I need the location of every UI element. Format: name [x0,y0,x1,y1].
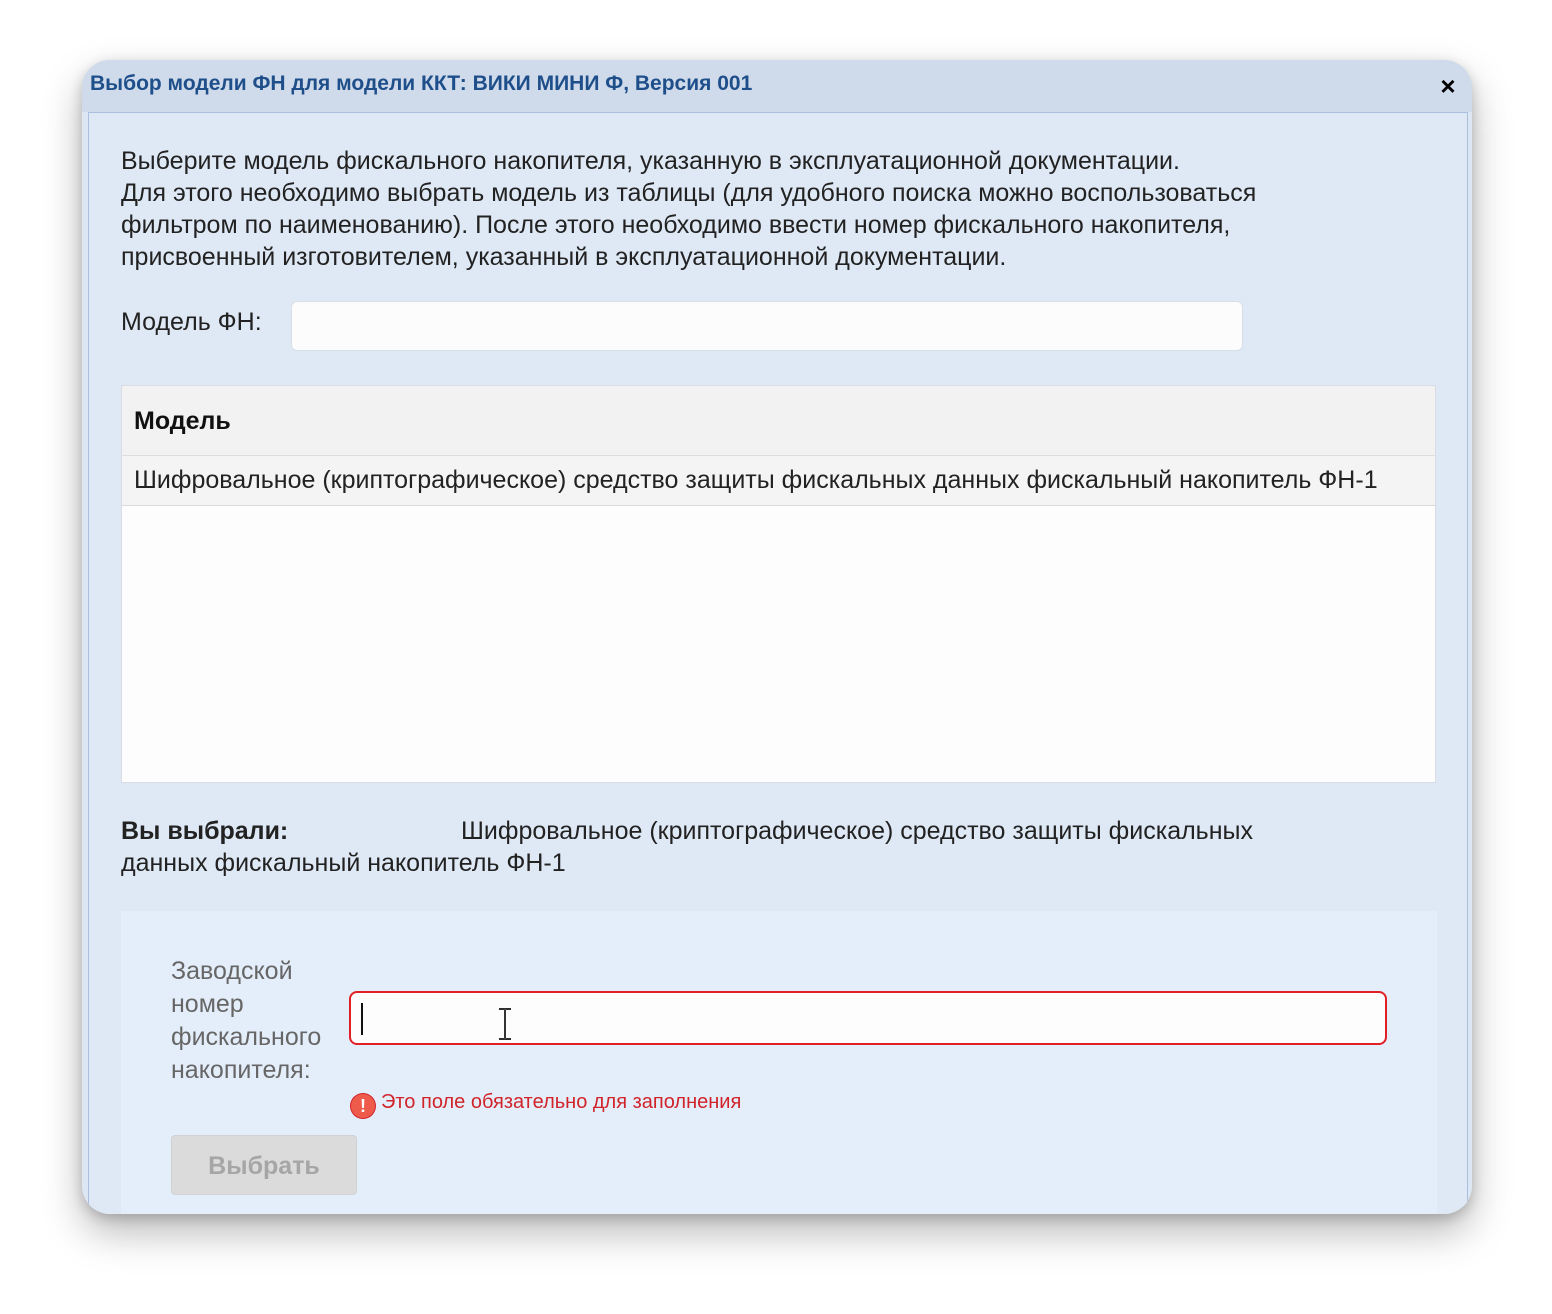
instructions-text [121,145,1451,273]
text-cursor-icon [495,1007,515,1041]
selected-value-line2: данных фискальный накопитель ФН-1 [121,849,566,877]
instructions-line: присвоенный изготовителем, указанный в эксплуатационной документации. [121,243,1007,271]
serial-label-line: номер [171,990,244,1018]
selected-value-line1: Шифровальное (криптографическое) средство защиты фискальных [461,817,1253,845]
serial-label-line: Заводской [171,957,293,985]
serial-label-line: накопителя: [171,1056,311,1084]
instructions-line: фильтром по наименованию). После этого необходимо ввести номер фискального накопителя, [121,211,1231,239]
text-caret [361,1003,363,1035]
serial-label-line: фискального [171,1023,322,1051]
dialog-title: Выбор модели ФН для модели ККТ: ВИКИ МИНИ Ф, Версия 001 [90,72,753,95]
dialog-body [88,112,1468,1214]
instructions-line: Для этого необходимо выбрать модель из таблицы (для удобного поиска можно воспользоваться [121,179,1257,207]
error-icon: ! [351,1094,375,1118]
serial-number-label [171,955,351,1087]
fn-model-dialog [82,60,1472,1214]
selected-model [121,815,1441,879]
model-filter-input[interactable] [291,301,1243,351]
close-icon[interactable]: × [1440,71,1456,101]
error-message: Это поле обязательно для заполнения [381,1091,742,1113]
model-table [121,385,1436,783]
instructions-line: Выберите модель фискального накопителя, указанную в эксплуатационной документации. [121,147,1180,175]
column-header-model[interactable]: Модель [122,386,1435,456]
validation-error [351,1091,741,1118]
table-row[interactable]: Шифровальное (криптографическое) средство защиты фискальных данных фискальный накопитель ФН-1 [122,456,1435,506]
serial-number-panel [121,911,1437,1214]
selected-label: Вы выбрали: [121,817,289,845]
choose-button[interactable]: Выбрать [171,1135,357,1195]
model-filter-label: Модель ФН: [121,308,262,336]
dialog-titlebar [82,60,1472,112]
